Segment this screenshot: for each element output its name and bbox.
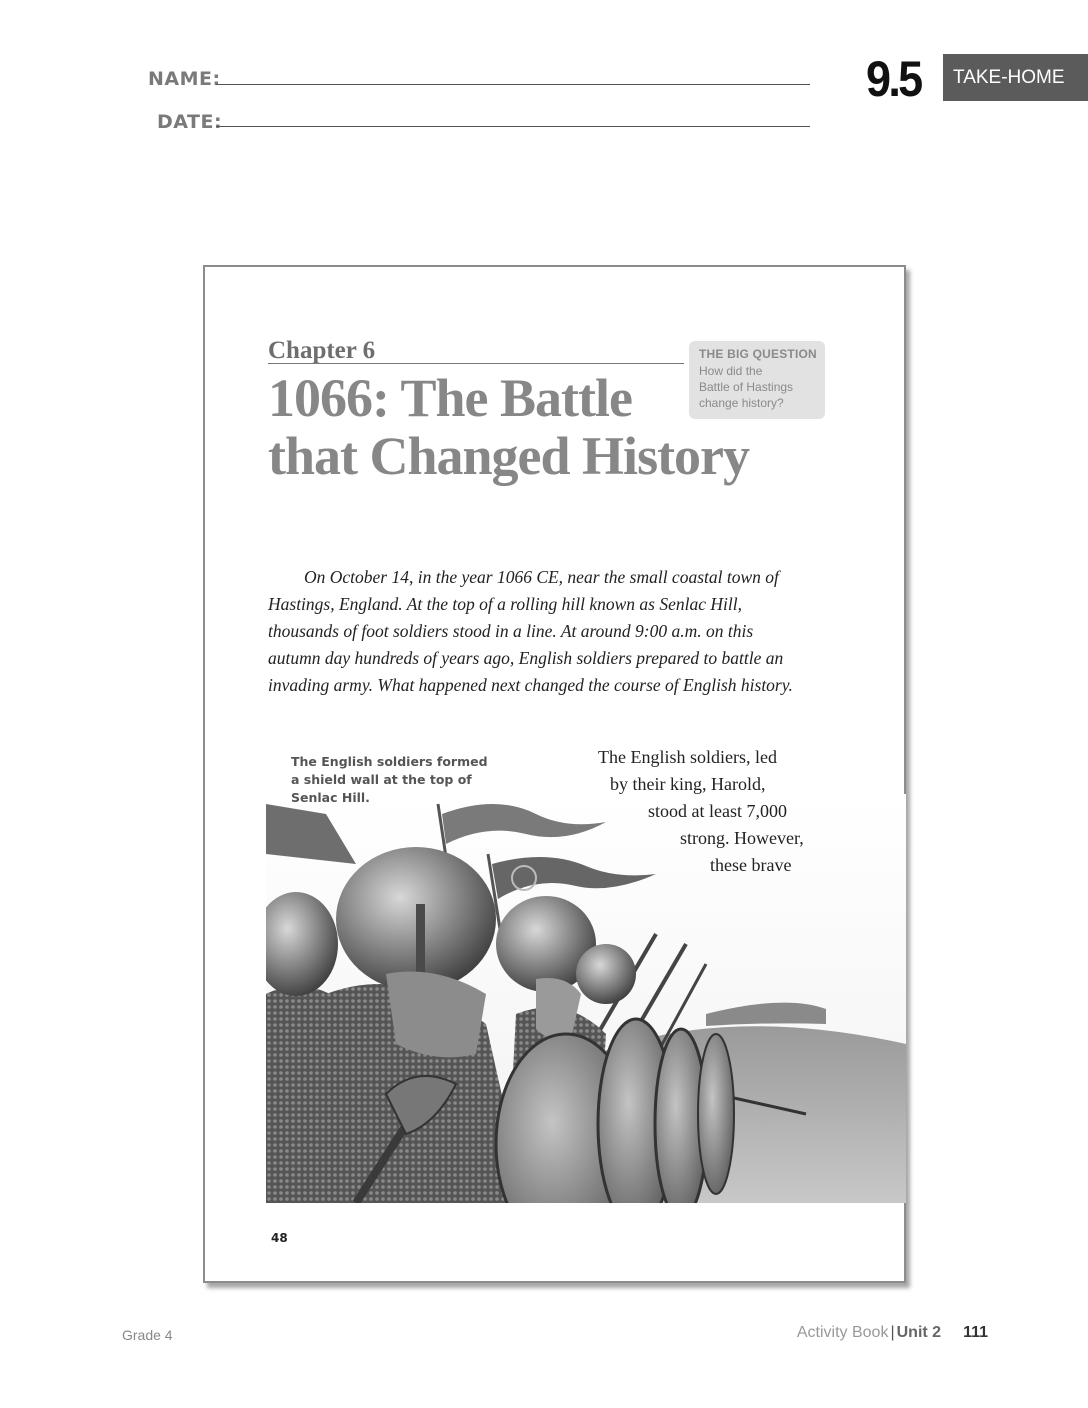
chapter-rule: [268, 363, 684, 364]
intro-text: On October 14, in the year 1066 CE, near the small coastal town of Hastings, England. At the top of a rolling hill known as Senlac Hill, thousands of foot soldiers stood in a line. At around 9:00 a.m. on this autumn day hundreds of years ago, English soldiers prepared to battle an invading army. What happened next changed the course of English history.: [268, 567, 793, 695]
footer-book-info: [797, 1324, 988, 1342]
footer-grade: Grade 4: [122, 1327, 173, 1343]
illustration-caption: The English soldiers formed a shield wall at the top of Senlac Hill.: [291, 754, 488, 805]
book-page: [203, 265, 906, 1283]
body-line-1: The English soldiers, led: [598, 747, 777, 767]
battle-illustration: [266, 794, 906, 1203]
footer-book-title: Activity Book: [796, 1324, 889, 1341]
footer-unit: Unit 2: [896, 1324, 942, 1341]
big-question-line1: How did the: [699, 364, 763, 378]
chapter-title-line2: that Changed History: [268, 426, 750, 486]
name-label: NAME:: [148, 68, 221, 90]
big-question-heading: THE BIG QUESTION: [699, 347, 817, 361]
footer-page-number: 111: [963, 1324, 988, 1341]
intro-paragraph: [268, 564, 808, 699]
book-folio: 48: [271, 1231, 288, 1245]
big-question-line3: change history?: [699, 396, 784, 410]
date-line[interactable]: [216, 126, 810, 127]
name-line[interactable]: [216, 84, 810, 85]
big-question-line2: Battle of Hastings: [699, 380, 794, 394]
big-question-text: [699, 363, 815, 411]
lesson-number: 9.5: [866, 51, 921, 107]
chapter-label: Chapter 6: [268, 337, 376, 364]
body-line-2: by their king, Harold,: [610, 774, 766, 794]
body-line-3: stood at least 7,000: [648, 801, 787, 821]
body-line-5: these brave: [710, 855, 792, 875]
chapter-title-line1: 1066: The Battle: [268, 368, 632, 428]
lesson-tag: TAKE-HOME: [943, 54, 1088, 101]
body-line-4: strong. However,: [680, 828, 804, 848]
big-question-box: [689, 341, 825, 419]
footer-separator: |: [890, 1324, 895, 1341]
date-label: DATE:: [157, 111, 223, 133]
